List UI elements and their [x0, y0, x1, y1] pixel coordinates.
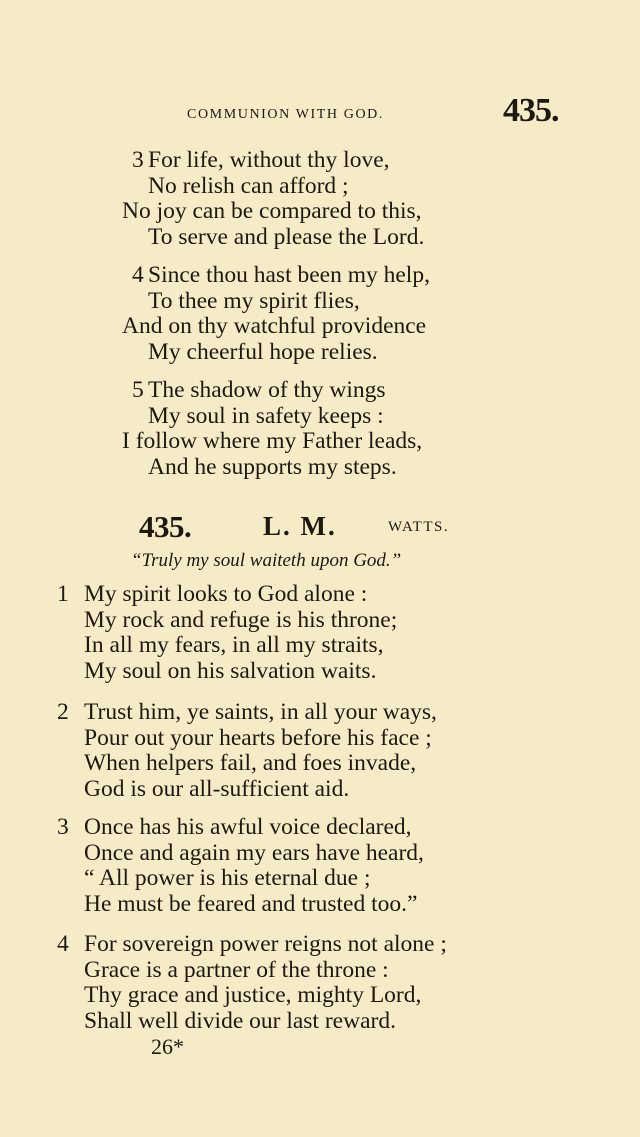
verse-line: For sovereign power reigns not alone ;: [84, 931, 447, 957]
verse-line: In all my fears, in all my straits,: [84, 632, 384, 659]
stanza-number: 5: [132, 377, 144, 403]
previous-hymn-stanza: [122, 147, 425, 250]
verse-line: Thy grace and justice, mighty Lord,: [84, 982, 422, 1009]
verse-line: To serve and please the Lord.: [148, 223, 425, 250]
verse-line: My soul in safety keeps :: [148, 402, 384, 429]
verse-line: “ All power is his eternal due ;: [84, 865, 371, 892]
running-title: COMMUNION WITH GOD.: [187, 107, 384, 122]
verse-line: The shadow of thy wings: [148, 377, 386, 403]
hymn-stanza: [57, 931, 447, 1034]
verse-line: Once has his awful voice declared,: [84, 814, 412, 840]
verse-line: When helpers fail, and foes invade,: [84, 750, 417, 777]
verse-line: For life, without thy love,: [148, 147, 390, 173]
hymn-number: 435.: [139, 509, 192, 544]
stanza-number: 4: [132, 262, 144, 288]
verse-line: And he supports my steps.: [148, 453, 397, 480]
page-number: 435.: [503, 92, 559, 129]
hymn-meter: L. M.: [263, 511, 337, 541]
hymn-stanza: [57, 814, 424, 917]
previous-hymn-stanza: [122, 378, 422, 480]
verse-line: Once and again my ears have heard,: [84, 839, 424, 866]
signature-mark: 26*: [151, 1034, 184, 1059]
hymn-stanza: [57, 699, 437, 802]
stanza-number: 1: [57, 581, 69, 607]
verse-line: No relish can afford ;: [148, 172, 349, 199]
verse-line: Pour out your hearts before his face ;: [84, 724, 432, 751]
hymn-epigraph: “Truly my soul waiteth upon God.”: [131, 550, 402, 571]
verse-line: My spirit looks to God alone :: [84, 581, 368, 607]
stanza-number: 4: [57, 931, 69, 957]
verse-line: He must be feared and trusted too.”: [84, 890, 418, 917]
verse-line: Since thou hast been my help,: [148, 262, 430, 288]
verse-line: God is our all-sufficient aid.: [84, 775, 350, 802]
verse-line: I follow where my Father leads,: [122, 428, 423, 455]
stanza-number: 2: [57, 699, 69, 725]
hymn-stanza: [57, 581, 398, 684]
verse-line: And on thy watchful providence: [122, 313, 427, 340]
verse-line: My cheerful hope relies.: [148, 338, 378, 365]
verse-line: My soul on his salvation waits.: [84, 657, 377, 684]
stanza-number: 3: [132, 147, 144, 173]
previous-hymn-stanza: [122, 262, 430, 365]
verse-line: No joy can be compared to this,: [122, 198, 422, 225]
verse-line: My rock and refuge is his throne;: [84, 606, 398, 633]
hymn-author: WATTS.: [388, 519, 450, 535]
verse-line: Shall well divide our last reward.: [84, 1007, 396, 1034]
verse-line: To thee my spirit flies,: [148, 287, 360, 314]
stanza-number: 3: [57, 814, 69, 840]
verse-line: Grace is a partner of the throne :: [84, 956, 389, 983]
verse-line: Trust him, ye saints, in all your ways,: [84, 699, 437, 725]
